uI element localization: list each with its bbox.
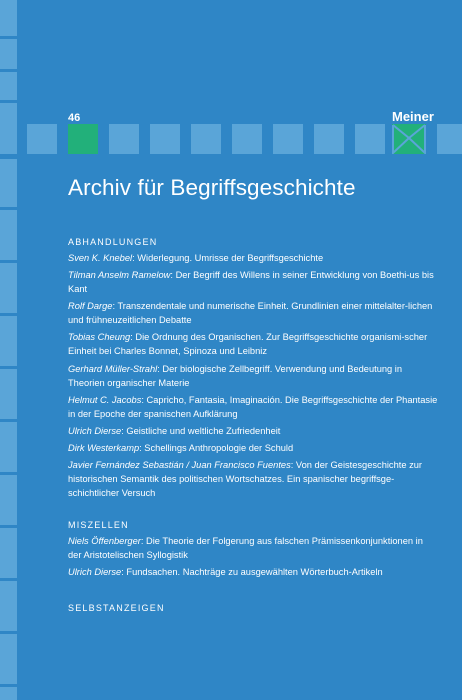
decor-square xyxy=(191,124,221,154)
toc-entry: Ulrich Dierse: Fundsachen. Nachträge zu ausgewählten Wörterbuch-Artikeln xyxy=(68,567,383,577)
strip-background xyxy=(0,0,17,700)
entry-title: Widerlegung. Umrisse der Begriffsgeschichte xyxy=(137,253,324,263)
entry-author: Javier Fernández Sebastián / Juan Francisco Fuentes xyxy=(68,460,291,470)
toc-entry: Tobias Cheung: Die Ordnung des Organischen. Zur Begriffsgeschichte organismi-scher Einheit bei Charles Bonnet, Spinoza und Leibniz xyxy=(68,332,428,356)
strip-gap xyxy=(0,366,17,369)
strip-gap xyxy=(0,631,17,634)
section-heading-miszellen: MISZELLEN xyxy=(68,520,129,530)
entry-title: Transzendentale und numerische Einheit. Grundlinien einer mittelalter-lichen und frühneuzeitlichen Debatte xyxy=(68,301,433,325)
entry-title: Von der Geistesgeschichte zur historischen Semantik des politischen Wortschatzes. Ein spanischer begriffsge-schichtlicher Versuch xyxy=(68,460,422,498)
entry-title: Der Begriff des Willens in seiner Entwicklung von Boethi-us bis Kant xyxy=(68,270,434,294)
entry-author: Rolf Darge xyxy=(68,301,113,311)
entry-author: Tilman Anselm Ramelow xyxy=(68,270,171,280)
entry-author: Ulrich Dierse xyxy=(68,567,122,577)
decor-square xyxy=(437,124,462,154)
entry-author: Sven K. Knebel xyxy=(68,253,133,263)
journal-title: Archiv für Begriffsgeschichte xyxy=(68,175,356,200)
entry-author: Tobias Cheung xyxy=(68,332,131,342)
strip-gap xyxy=(0,154,17,159)
entry-author: Ulrich Dierse xyxy=(68,426,122,436)
entry-author: Niels Öffenberger xyxy=(68,536,141,546)
toc-entry: Gerhard Müller-Strahl: Der biologische Zellbegriff. Verwendung und Bedeutung in Theorien organischer Materie xyxy=(68,364,403,388)
toc-entry: Javier Fernández Sebastián / Juan Francisco Fuentes: Von der Geistesgeschichte zur historischen Semantik des politischen Wortschatzes. Ein spanischer begriffsge-schichtlicher Versuch xyxy=(68,460,422,498)
entry-author: Helmut C. Jacobs xyxy=(68,395,142,405)
strip-gap xyxy=(0,684,17,687)
toc-entry: Ulrich Dierse: Geistliche und weltliche Zufriedenheit xyxy=(68,426,281,436)
entry-title: Schellings Anthropologie der Schuld xyxy=(144,443,294,453)
toc-entry: Sven K. Knebel: Widerlegung. Umrisse der Begriffsgeschichte xyxy=(68,253,324,263)
strip-gap xyxy=(0,472,17,475)
publisher-name: Meiner xyxy=(392,109,434,124)
issue-number: 46 xyxy=(68,112,81,124)
strip-gap xyxy=(0,36,17,39)
decor-square xyxy=(109,124,139,154)
decor-square xyxy=(273,124,303,154)
entry-title: Capricho, Fantasia, Imaginación. Die Begriffsgeschichte der Phantasie in der Epoche der spanischen Aufklärung xyxy=(68,395,438,419)
decor-square xyxy=(27,124,57,154)
strip-gap xyxy=(0,69,17,72)
toc-entry: Dirk Westerkamp: Schellings Anthropologie der Schuld xyxy=(68,443,294,453)
decor-square xyxy=(355,124,385,154)
entry-title: Geistliche und weltliche Zufriedenheit xyxy=(126,426,281,436)
decor-square xyxy=(232,124,262,154)
strip-gap xyxy=(0,419,17,422)
toc-entry: Niels Öffenberger: Die Theorie der Folgerung aus falschen Prämissenkonjunktionen in der Aristotelischen Syllogistik xyxy=(68,536,423,560)
section-heading-abhandlungen: ABHANDLUNGEN xyxy=(68,237,158,247)
left-block-strip xyxy=(0,0,17,700)
entry-title: Die Ordnung des Organischen. Zur Begriffsgeschichte organismi-scher Einheit bei Charles Bonnet, Spinoza und Leibniz xyxy=(68,332,428,356)
toc-entry: Helmut C. Jacobs: Capricho, Fantasia, Imaginación. Die Begriffsgeschichte der Phantasie in der Epoche der spanischen Aufklärung xyxy=(68,395,438,419)
strip-gap xyxy=(0,313,17,316)
decor-square xyxy=(150,124,180,154)
meiner-logo-icon xyxy=(392,124,426,154)
entry-author: Dirk Westerkamp xyxy=(68,443,140,453)
strip-gap xyxy=(0,260,17,263)
entry-author: Gerhard Müller-Strahl xyxy=(68,364,158,374)
entry-title: Fundsachen. Nachträge zu ausgewählten Wörterbuch-Artikeln xyxy=(126,567,383,577)
strip-gap xyxy=(0,100,17,103)
section-heading-selbstanzeigen: SELBSTANZEIGEN xyxy=(68,603,165,613)
decor-square xyxy=(314,124,344,154)
strip-gap xyxy=(0,525,17,528)
toc-entry: Tilman Anselm Ramelow: Der Begriff des Willens in seiner Entwicklung von Boethi-us bis Kant xyxy=(68,270,434,294)
entry-title: Die Theorie der Folgerung aus falschen Prämissenkonjunktionen in der Aristotelischen Syllogistik xyxy=(68,536,423,560)
strip-gap xyxy=(0,578,17,581)
strip-gap xyxy=(0,207,17,210)
entry-title: Der biologische Zellbegriff. Verwendung und Bedeutung in Theorien organischer Materie xyxy=(68,364,403,388)
toc-entry: Rolf Darge: Transzendentale und numerische Einheit. Grundlinien einer mittelalter-lichen und frühneuzeitlichen Debatte xyxy=(68,301,433,325)
decor-square-green xyxy=(68,124,98,154)
